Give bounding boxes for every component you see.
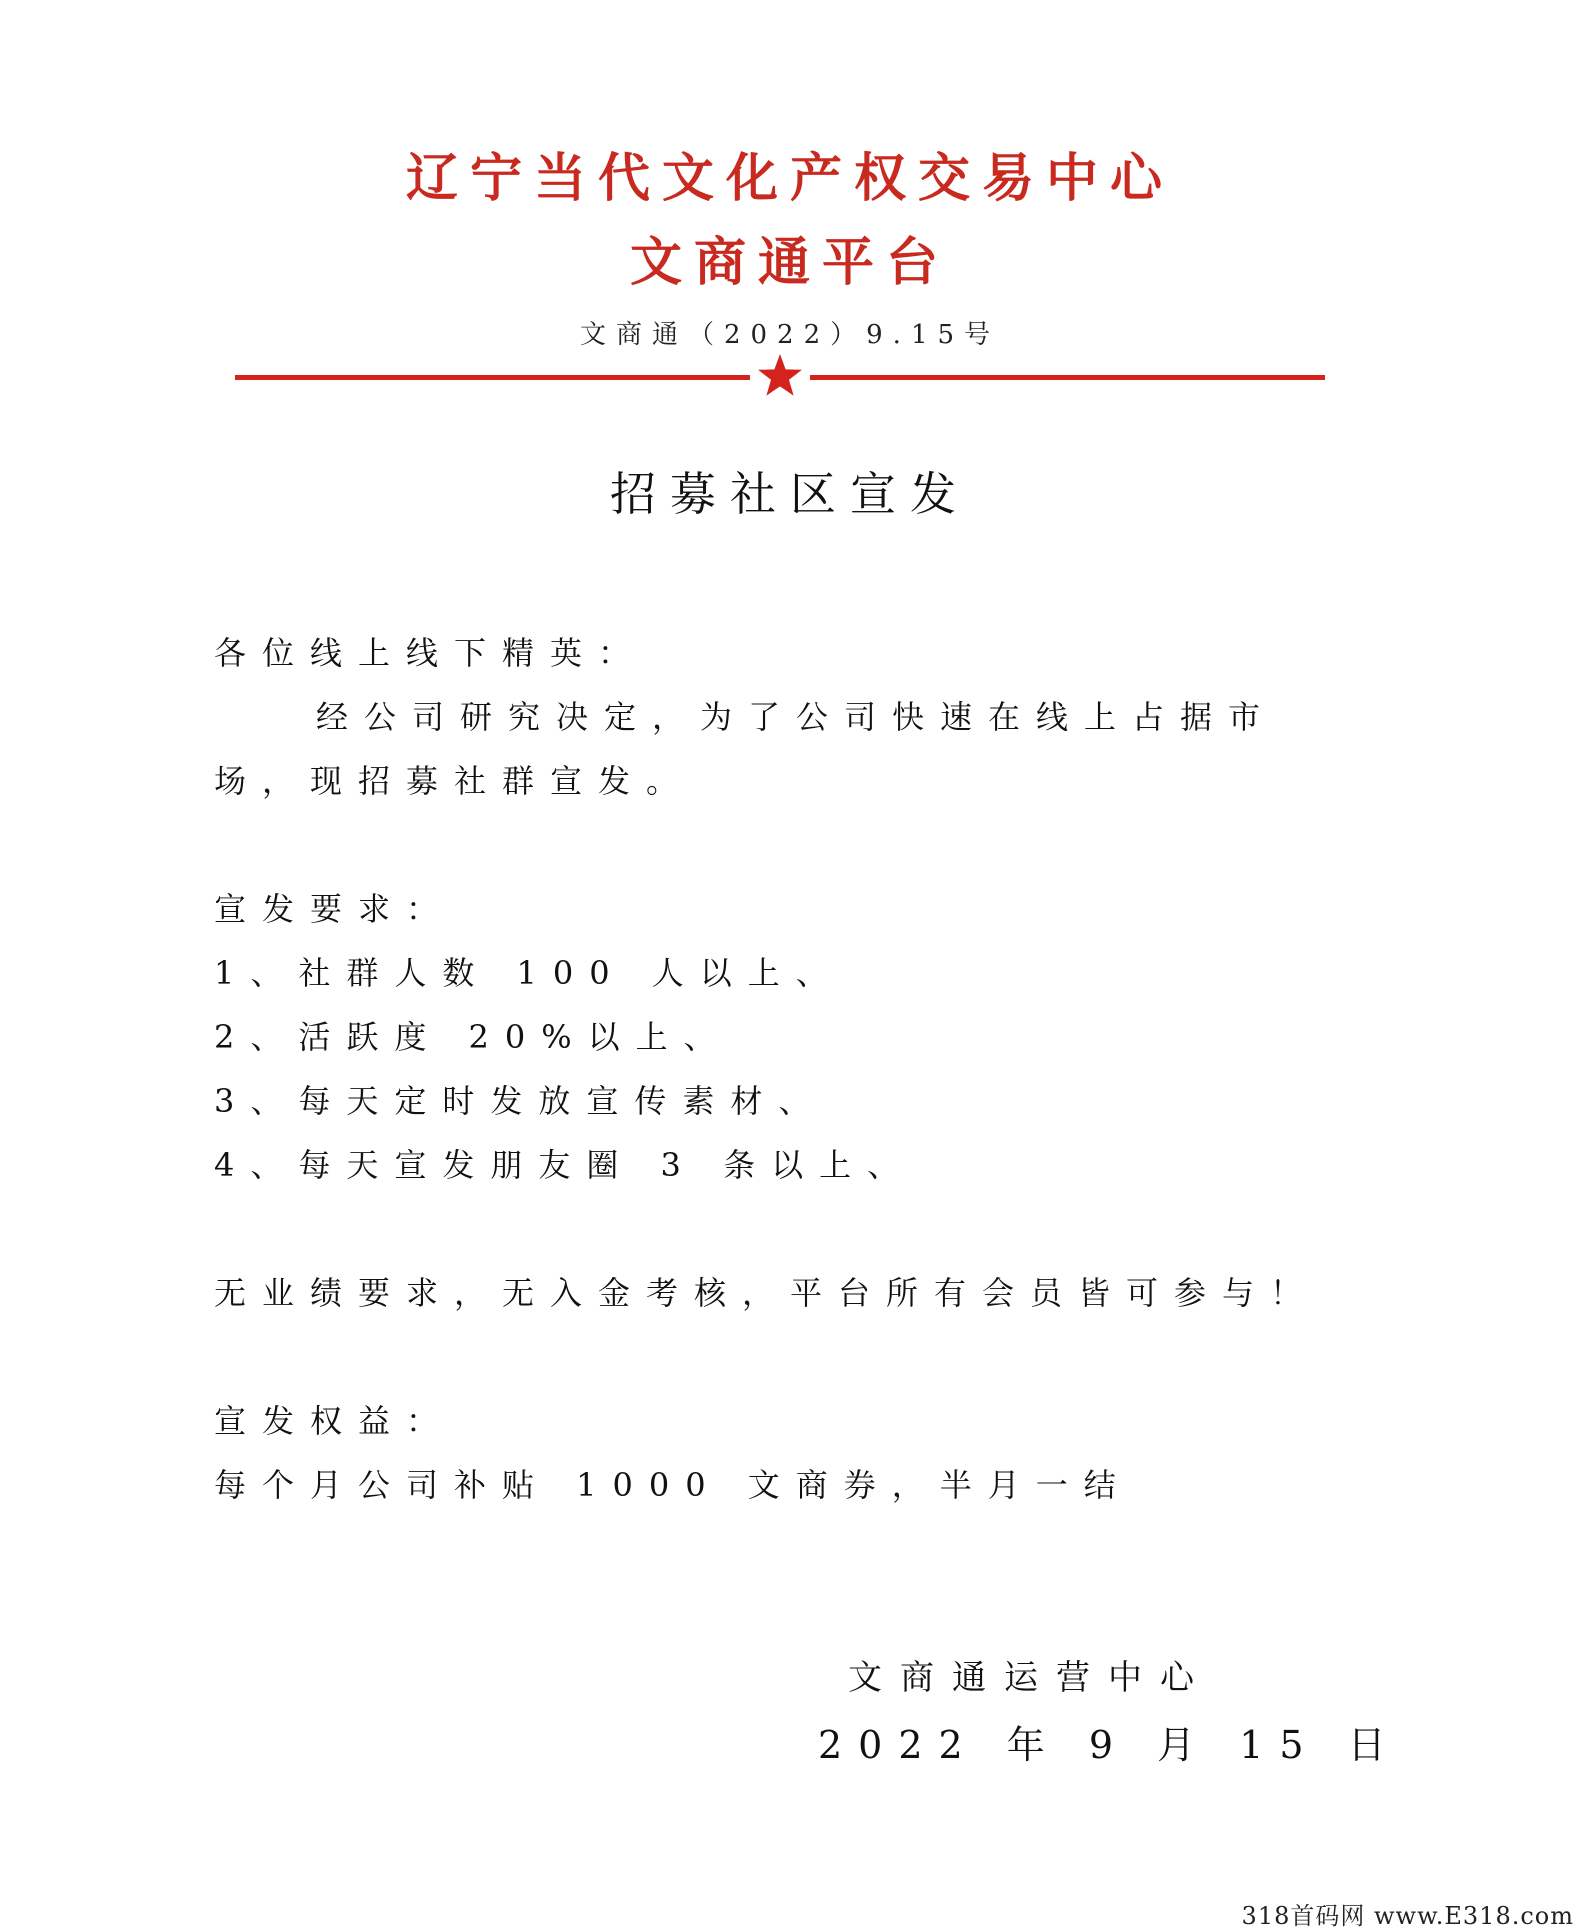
organization-name: 辽宁当代文化产权交易中心 (405, 149, 1174, 209)
signature-date: 2022 年 9 月 15 日 (818, 1723, 1402, 1767)
document-title: 招募社区宣发 (610, 467, 970, 521)
salutation: 各位线上线下精英： (214, 634, 647, 672)
watermark: 318首码网 www.E318.com (1241, 1902, 1574, 1930)
requirement-item: 4、每天宣发朋友圈 3 条以上、 (214, 1146, 916, 1184)
eligibility-note: 无业绩要求，无入金考核，平台所有会员皆可参与！ (214, 1274, 1319, 1312)
requirements-heading: 宣发要求： (214, 890, 455, 928)
header-divider-right (810, 375, 1325, 380)
requirement-item: 2、活跃度 20%以上、 (214, 1018, 732, 1056)
header-divider-left (235, 375, 750, 380)
requirement-item: 1、社群人数 100 人以上、 (214, 954, 844, 992)
benefit-item: 每个月公司补贴 1000 文商券，半月一结 (214, 1466, 1132, 1504)
benefits-heading: 宣发权益： (214, 1402, 455, 1440)
document-number: 文商通（2022）9.15号 (579, 320, 1001, 350)
body-paragraph-line: 场，现招募社群宣发。 (214, 762, 695, 800)
signature-department: 文商通运营中心 (848, 1658, 1212, 1698)
body-paragraph-line: 经公司研究决定，为了公司快速在线上占据市 (316, 698, 1277, 736)
platform-name: 文商通平台 (629, 233, 950, 293)
requirement-item: 3、每天定时发放宣传素材、 (214, 1082, 827, 1120)
star-icon (757, 352, 803, 398)
